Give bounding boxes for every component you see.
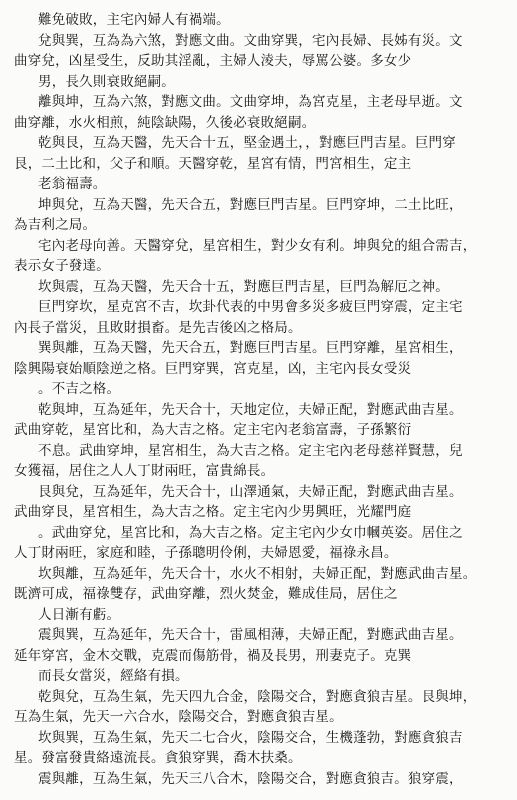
text-line: 為吉利之局。: [14, 217, 97, 233]
text-line: 震與巽，互為延年，先天合十，雷風相薄，夫婦正配，對應武曲吉星。: [38, 627, 463, 643]
text-line: 曲穿兌，凶星受生，反助其淫亂，主婦人淩夫，辱罵公婆。多女少: [14, 53, 412, 69]
text-line: 內長子當災，且敗財損畜。是先吉後凶之格局。: [14, 320, 302, 336]
text-line: 坤與兌，互為天醫，先天合五，對應巨門吉星。巨門穿坤，二土比旺，: [38, 197, 463, 213]
text-line: 既濟可成，福祿雙存，武曲穿離，烈火焚金，難成佳局，居住之: [14, 586, 398, 602]
text-line: 人丁財兩旺，家庭和睦，子孫聰明伶俐，夫婦恩愛，福祿永昌。: [14, 545, 398, 561]
text-line: 表示女子發達。: [14, 258, 110, 274]
text-line: 曲穿離，水火相煎，純陰缺陽，久後必衰敗絕嗣。: [14, 115, 316, 131]
text-line: 離與坤，互為六煞，對應文曲。文曲穿坤，為宮克星，主老母早逝。文: [38, 94, 463, 110]
text-line: 艮與兌，互為延年，先天合十，山澤通氣，夫婦正配，對應武曲吉星。: [38, 484, 463, 500]
text-line: 武曲穿艮，星宮相生，為大吉之格。定主宅內少男興旺，光耀門庭: [14, 504, 412, 520]
text-line: 人日漸有虧。: [38, 607, 121, 623]
text-line: 坎與巽，互為生氣，先天二七合火，陰陽交合，生機蓬勃，對應貪狼吉: [38, 730, 463, 746]
text-line: 坎與震，互為天醫，先天合十五，對應巨門吉星，巨門為解厄之神。: [38, 279, 449, 295]
text-line: 星。發富發貴絡遠流長。貪狼穿巽，喬木扶桑。: [14, 750, 302, 766]
text-line: 延年穿宮，金木交戰，克震而傷筋骨，禍及長男，刑妻克子。克巽: [14, 648, 412, 664]
text-line: 陰興陽衰始順陰逆之格。巨門穿巽，宮克星，凶，主宅內長女受災: [14, 361, 412, 377]
text-line: 兌與巽，互為為六煞，對應文曲。文曲穿巽，宅內長婦、長姊有災。文: [38, 33, 463, 49]
text-line: 互為生氣，先天一六合水，陰陽交合，對應貪狼吉星。: [14, 709, 343, 725]
text-line: 。武曲穿兌，星宮比和，為大吉之格。定主宅內少女巾幗英姿。居住之: [38, 525, 463, 541]
text-line: 男，長久則衰敗絕嗣。: [38, 74, 175, 90]
text-line: 坎與離，互為延年，先天合十，水火不相射，夫婦正配，對應武曲吉星。: [38, 566, 477, 582]
text-line: 宅內老母向善。天醫穿兌，星宮相生，對少女有利。坤與兌的組合需吉，: [38, 238, 477, 254]
text-line: 而長女當災，經絡有損。: [38, 668, 189, 684]
text-line: 不息。武曲穿坤，星宮相生，為大吉之格。定主宅內老母慈祥賢慧，兒: [38, 443, 463, 459]
text-line: 乾與坤，互為延年，先天合十，天地定位，夫婦正配，對應武曲吉星。: [38, 402, 463, 418]
text-line: 難免破敗，主宅內婦人有禍端。: [38, 12, 230, 28]
text-line: 武曲穿乾，星宮比和，為大吉之格。定主宅內老翁富壽，子孫繁衍: [14, 422, 412, 438]
text-line: 巽與離，互為天醫，先天合五，對應巨門吉星。巨門穿離，星宮相生，: [38, 340, 463, 356]
text-line: 巨門穿坎，星克宮不吉，坎卦代表的中男會多災多疲巨門穿震，定主宅: [38, 299, 463, 315]
text-line: 。不吉之格。: [38, 381, 121, 397]
text-line: 震與離，互為生氣，先天三八合木，陰陽交合，對應貪狼吉。狼穿震，: [38, 771, 463, 787]
text-line: 乾與艮，互為天醫，先天合十五，堅金遇土，，對應巨門吉星。巨門穿: [38, 135, 456, 151]
text-line: 艮，二土比和，父子和順。天醫穿乾，星宮有情，門宮相生，定主: [14, 156, 412, 172]
text-line: 乾與兌，互為生氣，先天四九合金，陰陽交合，對應貪狼吉星。艮與坤，: [38, 689, 477, 705]
text-line: 女獲福，居住之人人丁財兩旺，富貴綿長。: [14, 463, 275, 479]
text-line: 老翁福壽。: [38, 176, 107, 192]
